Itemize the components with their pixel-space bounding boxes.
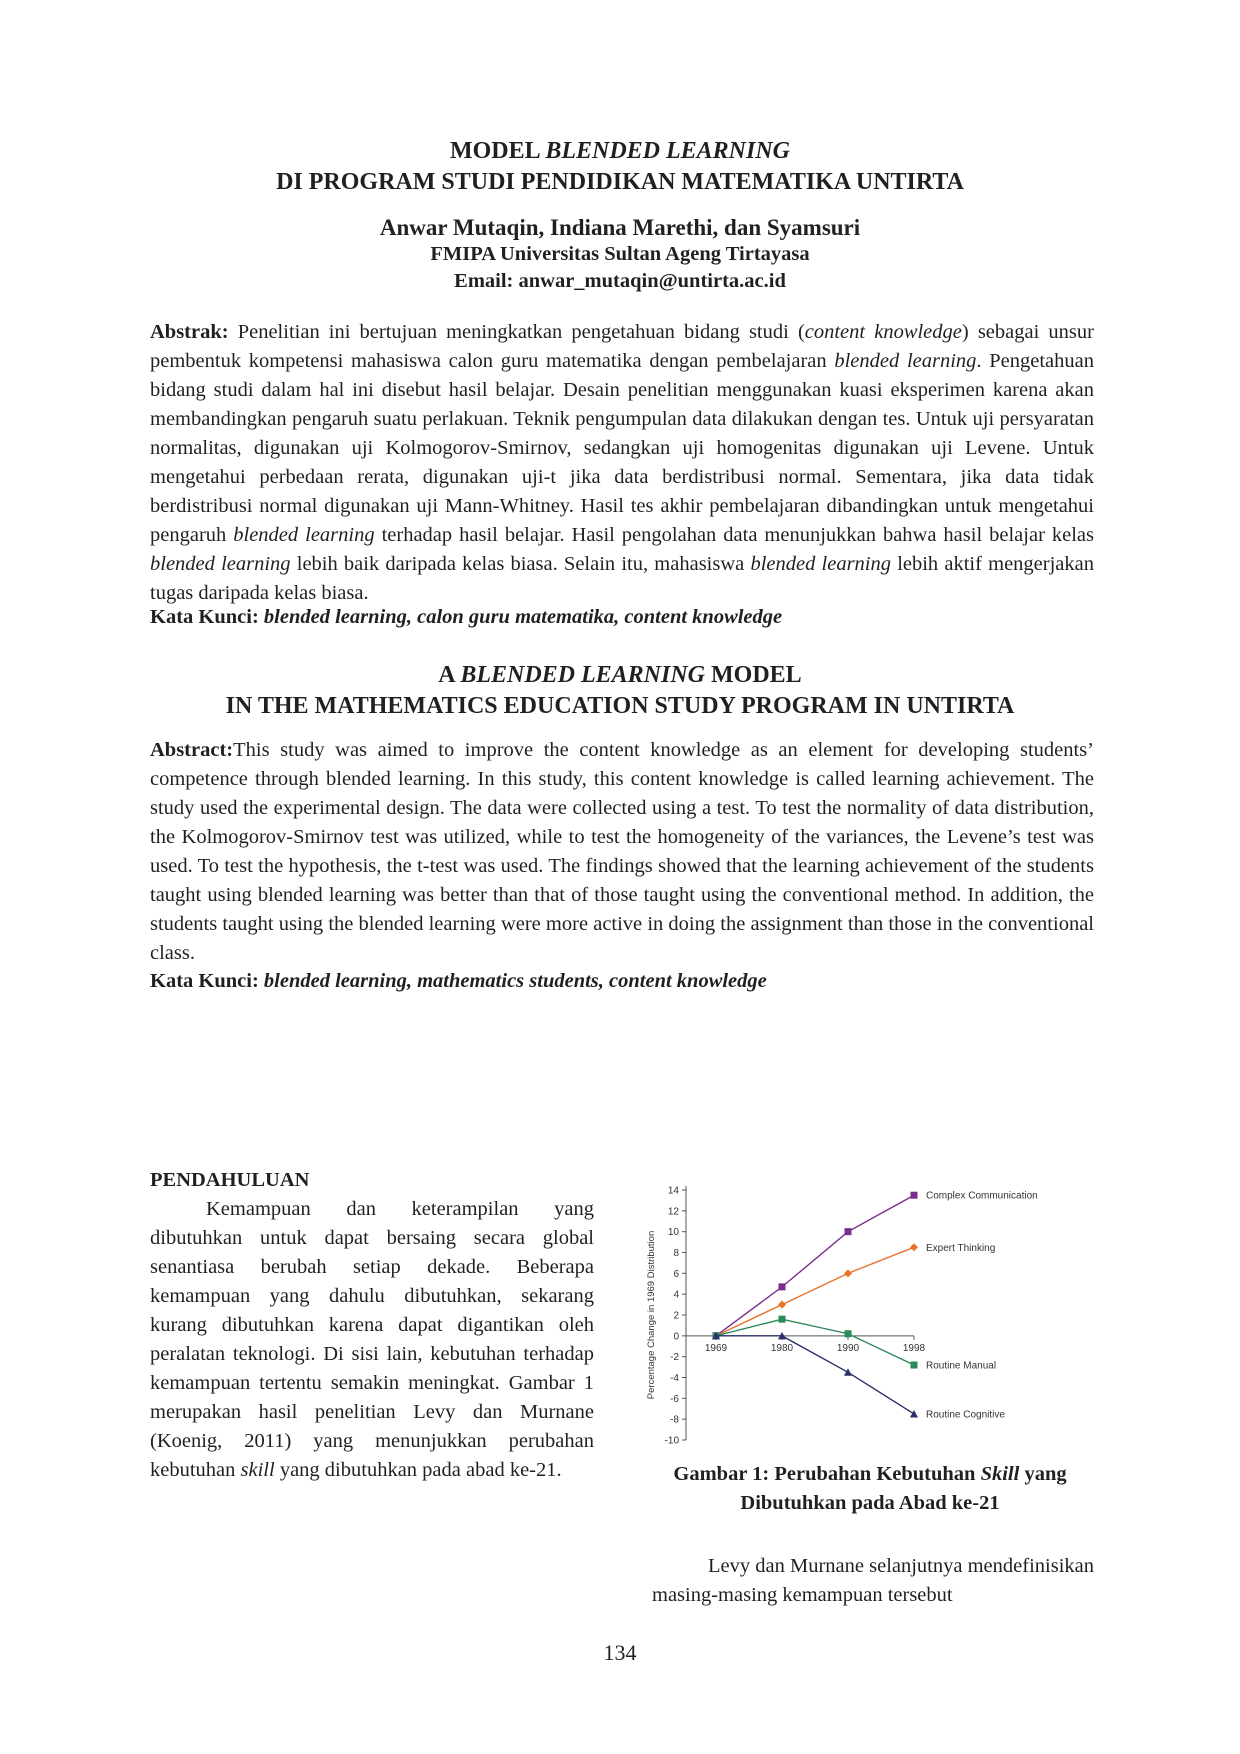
- intro-continuation: Levy dan Murnane selanjutnya mendefinisikan masing-masing kemampuan tersebut: [652, 1555, 1094, 1606]
- section-heading: PENDAHULUAN: [150, 1169, 310, 1191]
- y-tick-label: -8: [670, 1414, 679, 1426]
- y-tick-label: 10: [667, 1227, 679, 1239]
- kata-kunci-en: Kata Kunci: blended learning, mathematics students, content knowledge: [150, 970, 767, 992]
- x-tick-label: 1998: [902, 1342, 926, 1354]
- y-tick-label: -2: [670, 1352, 679, 1364]
- y-tick-label: 12: [667, 1206, 679, 1218]
- data-point: [911, 1362, 918, 1369]
- data-point: [910, 1243, 918, 1251]
- y-tick-label: 8: [673, 1248, 679, 1259]
- data-point: [845, 1330, 852, 1337]
- data-point: [910, 1410, 918, 1418]
- y-tick-label: -10: [664, 1435, 679, 1447]
- page-number: 134: [603, 1640, 637, 1665]
- kata-kunci-id: Kata Kunci: blended learning, calon guru matematika, content knowledge: [150, 606, 783, 628]
- series-line: [716, 1247, 914, 1336]
- data-point: [845, 1228, 852, 1235]
- data-point: [844, 1269, 852, 1277]
- author-names: Anwar Mutaqin, Indiana Marethi, dan Syamsuri: [379, 215, 861, 240]
- figure-caption: Gambar 1: Perubahan Kebutuhan Skill yang Dibutuhkan pada Abad ke-21: [673, 1463, 1067, 1514]
- y-tick-label: 4: [673, 1289, 679, 1301]
- data-point: [911, 1192, 918, 1199]
- intro-section: [150, 1166, 594, 1485]
- x-tick-label: 1980: [770, 1342, 794, 1354]
- y-tick-label: 2: [673, 1310, 679, 1322]
- y-tick-label: 0: [673, 1331, 679, 1343]
- series-label: Routine Cognitive: [926, 1409, 1005, 1421]
- y-tick-label: -4: [670, 1373, 679, 1384]
- data-point: [779, 1283, 786, 1290]
- intro-paragraph: Kemampuan dan keterampilan yang dibutuhkan untuk dapat bersaing secara global senantiasa berubah setiap dekade. Beberapa kemampuan yang dahulu dibutuhkan, sekarang kurang dibutuhkan karena dapat digantikan oleh peralatan teknologi. Di sisi lain, kebutuhan terhadap kemampuan tertentu semakin meningkat. Gambar 1 merupakan hasil penelitian Levy dan Murnane (Koenig, 2011) yang menunjukkan perubahan kebutuhan skill yang dibutuhkan pada abad ke-21.: [150, 1198, 594, 1481]
- author-email: Email: anwar_mutaqin@untirta.ac.id: [454, 270, 786, 292]
- data-point: [779, 1316, 786, 1323]
- y-tick-label: 6: [673, 1268, 679, 1280]
- x-tick-label: 1969: [704, 1342, 728, 1354]
- y-tick-label: 14: [667, 1185, 679, 1197]
- data-point: [778, 1301, 786, 1309]
- paper-title-id: MODEL BLENDED LEARNING DI PROGRAM STUDI PENDIDIKAN MATEMATIKA UNTIRTA: [276, 138, 964, 195]
- x-tick-label: 1990: [836, 1342, 860, 1354]
- skill-demand-line-chart: [640, 1178, 1100, 1450]
- paper-title-en: A BLENDED LEARNING MODEL IN THE MATHEMATICS EDUCATION STUDY PROGRAM IN UNTIRTA: [225, 662, 1015, 719]
- series-line: [716, 1195, 914, 1336]
- author-affiliation: FMIPA Universitas Sultan Ageng Tirtayasa: [430, 243, 810, 265]
- series-line: [716, 1336, 914, 1414]
- abstract-paragraph: Abstract:This study was aimed to improve the content knowledge as an element for developing students’ competence through blended learning. In this study, this content knowledge is called learning achievement. The study used the experimental design. The data were collected using a test. To test the normality of data distribution, the Kolmogorov-Smirnov test was utilized, while to test the homogeneity of the variances, the Levene’s test was used. To test the hypothesis, the t-test was used. The findings showed that the learning achievement of the students taught using blended learning was better than that of those taught using the conventional method. In addition, the students taught using the blended learning were more active in doing the assignment than those in the conventional class.: [150, 739, 1094, 964]
- data-point: [844, 1368, 852, 1376]
- series-line: [716, 1319, 914, 1365]
- series-label: Routine Manual: [926, 1360, 997, 1372]
- y-axis-label: Percentage Change in 1969 Distribution: [646, 1230, 657, 1400]
- abstrak-paragraph: Abstrak: Penelitian ini bertujuan meningkatkan pengetahuan bidang studi (content knowledge) sebagai unsur pembentuk kompetensi mahasiswa calon guru matematika dengan pembelajaran blended learning. Pengetahuan bidang studi dalam hal ini disebut hasil belajar. Desain penelitian menggunakan kuasi eksperimen karena akan membandingkan pengaruh suatu perlakuan. Teknik pengumpulan data dilakukan dengan tes. Untuk uji persyaratan normalitas, digunakan uji Kolmogorov-Smirnov, sedangkan uji homogenitas digunakan uji Levene. Untuk mengetahui perbedaan rerata, digunakan uji-t jika data berdistribusi normal. Sementara, jika data tidak berdistribusi normal digunakan uji Mann-Whitney. Hasil tes akhir pembelajaran dibandingkan untuk mengetahui pengaruh blended learning terhadap hasil belajar. Hasil pengolahan data menunjukkan bahwa hasil belajar kelas blended learning lebih baik daripada kelas biasa. Selain itu, mahasiswa blended learning lebih aktif mengerjakan tugas daripada kelas biasa.: [150, 321, 1094, 604]
- series-label: Expert Thinking: [926, 1242, 996, 1254]
- series-label: Complex Communication: [926, 1190, 1038, 1202]
- y-tick-label: -6: [670, 1393, 679, 1405]
